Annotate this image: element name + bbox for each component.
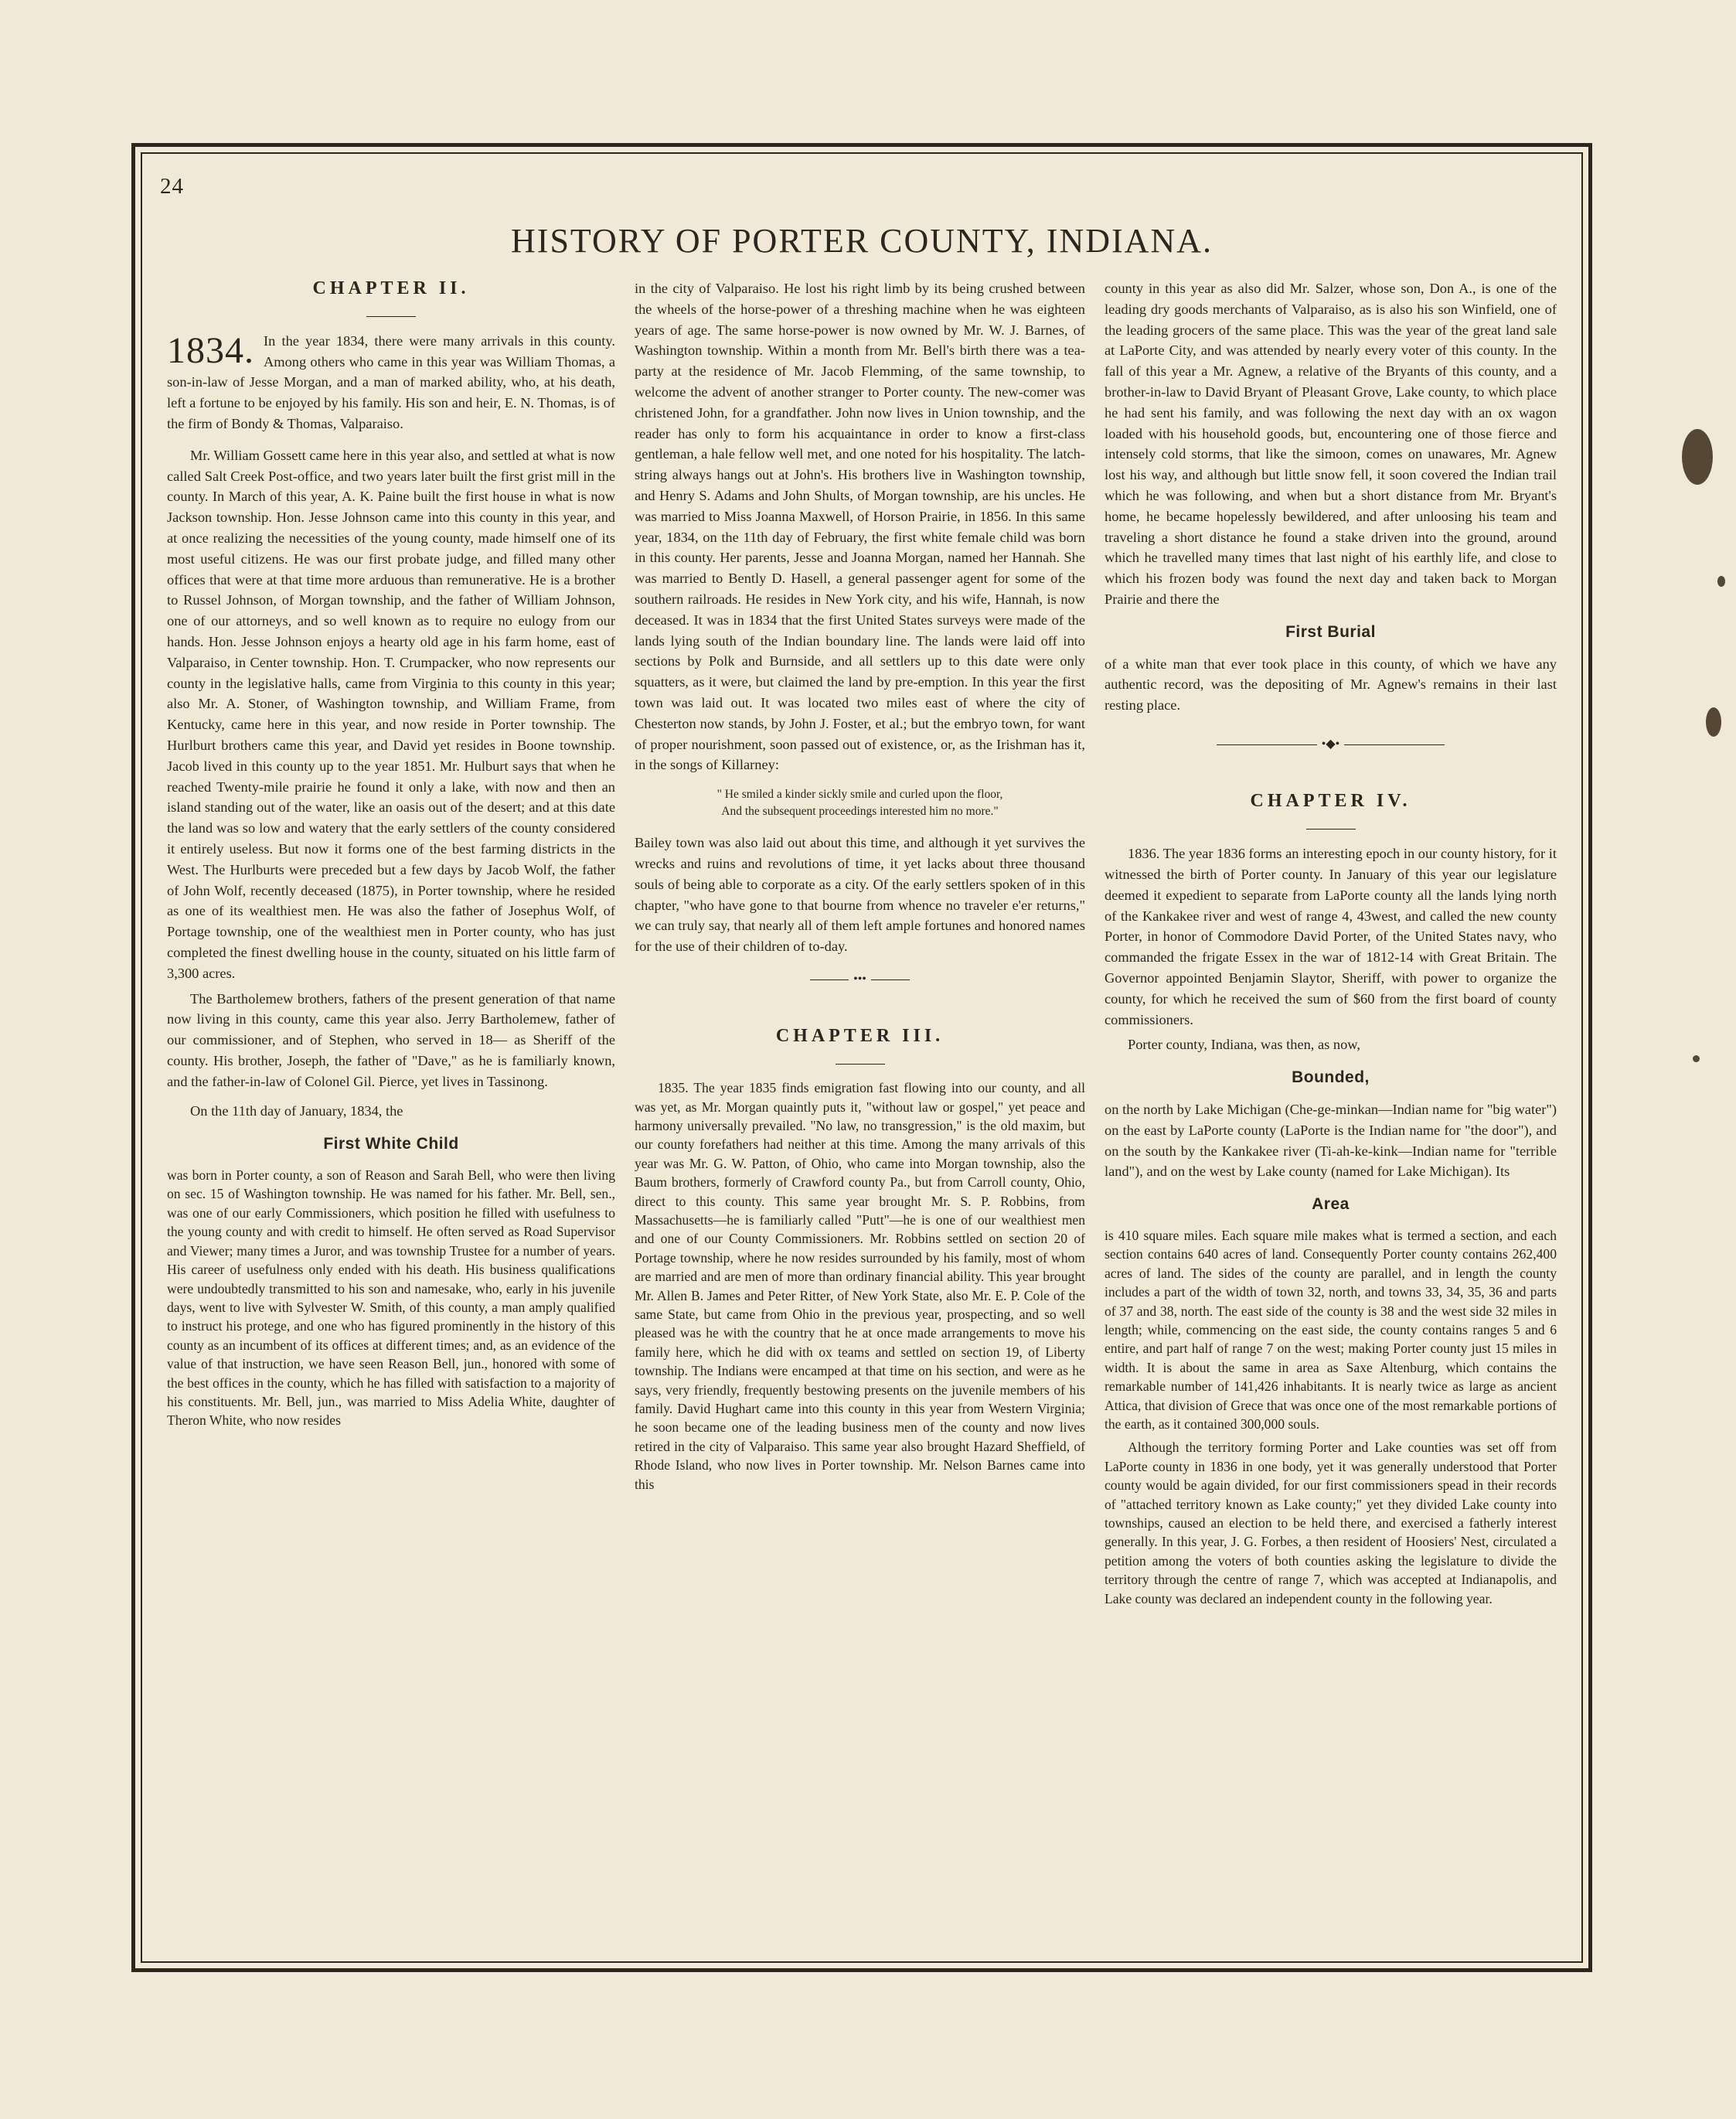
text-column-3 bbox=[1105, 278, 1557, 1608]
chapter-heading: CHAPTER IV. bbox=[1250, 791, 1411, 812]
paragraph: Porter county, Indiana, was then, as now, bbox=[1128, 1037, 1360, 1053]
paragraph: Although the territory forming Porter and Lake counties was set off from LaPorte county in 1836 in one body, yet it was generally understood that Porter county would be again divided, for our first commissioners spead in their records of "attached territory known as Lake county;" yet they divided Lake county into townships, caused an election to be held there, and exercised a fatherly interest generally. In this year, J. G. Forbes, a then resident of Hoosiers' Nest, circulated a petition among the voters of both counties asking the legislature to divide the territory through the centre of range 7, which was accepted at Indianapolis, and Lake county was declared an independent county in the following year. bbox=[1105, 1439, 1557, 1606]
block-quote bbox=[635, 786, 1085, 820]
paragraph: On the 11th day of January, 1834, the bbox=[190, 1103, 403, 1119]
ink-stain bbox=[1706, 707, 1721, 737]
quote-line: " He smiled a kinder sickly smile and curled upon the floor, bbox=[717, 788, 1003, 802]
paragraph: was born in Porter county, a son of Reason and Sarah Bell, who were then living on sec. 15 of Washington township. He was named for his father. Mr. Bell, sen., was one of our early Commissioners, which position he filled with usefulness to the young county and with credit to himself. He often served as Road Supervisor and Viewer; many times a Juror, and was township Trustee for a number of years. His career of usefulness only ended with his death. His business qualifications were undoubtedly transmitted to his son and namesake, who, early in his juvenile days, went to live with Sylvester W. Smith, of this county, a man amply qualified to instruct his protege, and one who has figured prominently in the history of this county as an incumbent of its offices at different times; and, as an evidence of the value of that instruction, we have seen Reason Bell, jun., honored with some of the best offices in the county, which he has filled with satisfaction to a majority of his constituents. Mr. Bell, jun., was married to Miss Adelia White, daughter of Theron White, who now resides bbox=[167, 1167, 615, 1429]
chapter-rule bbox=[836, 1064, 885, 1065]
chapter-heading: CHAPTER II. bbox=[312, 278, 470, 298]
paragraph: county in this year as also did Mr. Salzer, whose son, Don A., is one of the leading dry goods merchants of Valparaiso, as is also his son Winfield, one of the leading grocers of the same place. This was the year of the great land sale at LaPorte City, and was attended by nearly every voter of this county. In the fall of this year a Mr. Agnew, a relative of the Bryants of this county, and a brother-in-law to David Bryant of Pleasant Grove, Lake county, to which place he had sent his family, and was following the next day with an ox wagon loaded with his household goods, but, encountering one of those fierce and intensely cold storms, that like the simoon, comes on unawares, Mr. Agnew lost his way, and although but little snow fell, it soon covered the Indian trail which he was following, and when but a short distance from Mr. Bryant's home, he became hopelessly bewildered, and after unloosing his team and traveling a short distance he found a stake driven into the ground, around which he travelled many times that last night of his earthly life, and close to which his frozen body was found the next day and taken back to Morgan Prairie and there the bbox=[1105, 281, 1557, 607]
section-ornament: ••• bbox=[635, 971, 1085, 987]
section-heading: First White Child bbox=[323, 1135, 459, 1153]
ink-stain bbox=[1717, 576, 1725, 587]
ink-stain bbox=[1682, 429, 1713, 485]
year-dropcap: 1834. bbox=[167, 329, 254, 371]
section-heading: Bounded, bbox=[1292, 1068, 1370, 1087]
paragraph: Mr. William Gossett came here in this year also, and settled at what is now called Salt Creek Post-office, and two years later built the first grist mill in the county. In March of this year, A. K. Paine built the first house in what is now Jackson township. Hon. Jesse Johnson came into this county in this year, and at once realizing the necessities of the young county, made himself one of its most useful citizens. He was our first probate judge, and filled many other offices that were at that time more arduous than remunerative. He is a brother to Russel Johnson, of Morgan township, and the father of William Johnson, one of our attorneys, and so well known as to require no eulogy from our hands. Hon. Jesse Johnson enjoys a hearty old age in his farm home, east of Valparaiso, in Center township. Hon. T. Crumpacker, who now represents our county in the legislative halls, came from Virginia to this county in this year; also Mr. A. Stoner, of Washington township, and William Frame, from Kentucky, came here in this year, and now reside in Porter township. The Hurlburt brothers came this year, and David yet resides in Boone township. Jacob lived in this county up to the year 1851. Mr. Hulburt says that when he reached Twenty-mile prairie he found it only a lake, with now and then an island standing out of the water, like an oasis out of the desert; and at this date the land was so low and watery that the early settlers of the county considered it entirely useless. But now it forms one of the best farming districts in the West. The Hurlburts were preceded but a few days by Jacob Wolf, the father of John Wolf, recently deceased (1875), in Porter township, where he resided as one of its wealthiest men. He was also the father of Josephus Wolf, of Portage township, one of the wealthiest men in Porter county, who has just completed the finest dwelling house in the county, situated on his little farm of 3,300 acres. bbox=[167, 447, 615, 981]
section-heading: First Burial bbox=[1285, 622, 1376, 641]
section-heading: Area bbox=[1312, 1195, 1350, 1214]
paragraph: Bailey town was also laid out about this time, and although it yet survives the wrecks and ruins and revolutions of time, it yet lacks about three thousand souls of being able to corporate as a city. Of the early settlers spoken of in this chapter, "who have gone to that bourne from whence no traveler e'er returns," we can truly say, that nearly all of them left ample fortunes and honored names for the use of their children of to-day. bbox=[635, 835, 1085, 955]
paragraph: is 410 square miles. Each square mile makes what is termed a section, and each section contains 640 acres of land. Consequently Porter county contains 262,400 acres of land. The sides of the county are parallel, and in length the county includes a part of the width of town 32, north, and towns 33, 34, 35, 36 and parts of 37 and 38, north. The east side of the county is 38 and the west side 32 miles in length; while, commencing on the east side, the county contains ranges 5 and 6 entire, and part half of range 7 on the west; making Porter county just 15 miles in width. It is about the same in area as Saxe Altenburg, which contains the remarkable number of 141,426 inhabitants. It is nearly twice as large as ancient Attica, that division of Grece that was once one of the most remarkable portions of the earth, as it contained 300,000 souls. bbox=[1105, 1227, 1557, 1432]
page-number: 24 bbox=[160, 174, 184, 199]
section-ornament: •◆• bbox=[1105, 736, 1557, 752]
paragraph: The Bartholemew brothers, fathers of the present generation of that name now living in this county, came this year also. Jerry Bartholemew, father of our commissioner, and of Stephen, who served in 18— as Sheriff of the county. His brother, Joseph, the father of "Dave," as he is familiarly known, and the father-in-law of Colonel Gil. Pierce, yet lives in Tassinong. bbox=[167, 990, 615, 1089]
text-column-2 bbox=[635, 278, 1085, 1494]
text-column-1 bbox=[167, 278, 615, 1430]
ink-stain bbox=[1693, 1055, 1700, 1062]
paragraph: 1836. The year 1836 forms an interesting epoch in our county history, for it witnessed the birth of Porter county. In January of this year our legislature deemed it expedient to separate from LaPorte county all the lands lying north of the Kankakee river and west of range 4, 43west, and called the new county Porter, in honor of Commodore David Porter, of the United States navy, who commanded the frigate Essex in the war of 1812-14 with Great Britain. The Governor appointed Benjamin Slaytor, Sheriff, with power to organize the county, for which he received the sum of $60 from the first board of county commissioners. bbox=[1105, 846, 1557, 1027]
paragraph: on the north by Lake Michigan (Che-ge-minkan—Indian name for "big water") on the east by LaPorte county (LaPorte is the Indian name for "the door"), and on the south by the Kankakee river (Ti-ah-ke-kink—Indian name for "terrible land"), and on the west by Lake county (named for Lake Michigan). Its bbox=[1105, 1101, 1557, 1180]
chapter-heading: CHAPTER III. bbox=[775, 1026, 945, 1047]
paragraph: of a white man that ever took place in this county, of which we have any authentic record, was the depositing of Mr. Agnew's remains in their last resting place. bbox=[1105, 656, 1557, 714]
paragraph: 1834. In the year 1834, there were many arrivals in this county. Among others who came in this year was William Thomas, a son-in-law of Jesse Morgan, and a man of marked ability, who, at his death, left a fortune to be enjoyed by his family. His son and heir, E. N. Thomas, is of the firm of Bondy & Thomas, Valparaiso. bbox=[167, 329, 615, 431]
paragraph: in the city of Valparaiso. He lost his right limb by its being crushed between the wheels of the horse-power of a threshing machine when he was eighteen years of age. The same horse-power is now owned by Mr. W. J. Barnes, of Washington township. Within a month from Mr. Bell's birth there was a tea-party at the residence of Mr. Jacob Flemming, of the same township, to welcome the advent of another stranger to Porter county. The new-comer was christened John, for a grandfather. John now lives in Union township, and the reader has only to form his acquaintance in order to know a first-class gentleman, a hale fellow well met, and one noted for his hospitality. The latch-string always hangs out at John's. His brothers live in Washington township, and Henry S. Adams and John Shults, of Morgan township, are his uncles. He was married to Miss Joanna Maxwell, of Horson Prairie, in 1856. In this same year, 1834, on the 11th day of February, the first white female child was born in this county. Her parents, Jesse and Joanna Morgan, named her Hannah. She was married to Bently D. Hasell, a general passenger agent for some of the southern railroads. He resides in New York city, and his wife, Hannah, is now deceased. It was in 1834 that the first United States surveys were made of the lands lying south of the Indian boundary line. The lands were laid off into sections by Polk and Burnside, and all settlers up to this date were only squatters, as it were, but claimed the land by pre-emption. In this year the first town was laid out. It was located two miles east of where the city of Chesterton now stands, by John J. Foster, et al.; but the embryo town, for want of proper nourishment, soon passed out of existence, or, as the Irishman has it, in the songs of Killarney: bbox=[635, 281, 1085, 773]
page-title: HISTORY OF PORTER COUNTY, INDIANA. bbox=[511, 222, 1213, 260]
chapter-rule bbox=[366, 316, 416, 317]
quote-line: And the subsequent proceedings interested him no more." bbox=[721, 805, 999, 819]
chapter-rule bbox=[1306, 829, 1356, 830]
paragraph: 1835. The year 1835 finds emigration fast flowing into our county, and all was yet, as Mr. Morgan quaintly puts it, "without law or gospel," yet peace and harmony universally prevailed. "No law, no transgression," is the old maxim, but our county forefathers had neither at this time. Among the many arrivals of this year was Mr. G. W. Patton, of Ohio, who came into Morgan township, also the Baum brothers, formerly of Crawford county Pa., but from Carroll county, Ohio, direct to this county. This same year brought Mr. S. P. Robbins, from Massachusetts—he is familiarly called "Putt"—he is one of our wealthiest men and one of our County Commissioners. Mr. Robbins settled on section 20 of Portage township, where he now resides surrounded by his family, most of whom are married and are men of more than ordinary financial ability. This year brought Mr. Allen B. James and Peter Ritter, of New York State, also Mr. E. P. Cole of the same State, but came from Ohio in the previous year, prospecting, and so well pleased was he with the country that he at once made arrangements to move his family here, which he did with ox teams and settled on section 19, of Liberty township. The Indians were encamped at that time on his section, and were as he says, very friendly, frequently bestowing presents on the juvenile members of his family. David Hughart came into this county in this year from Western Virginia; he soon became one of the leading business men of the county and now lives retired in the city of Valparaiso. This same year also brought Hazard Sheffield, of Rhode Island, who now lives in Porter township. Mr. Nelson Barnes came into this bbox=[635, 1080, 1085, 1492]
